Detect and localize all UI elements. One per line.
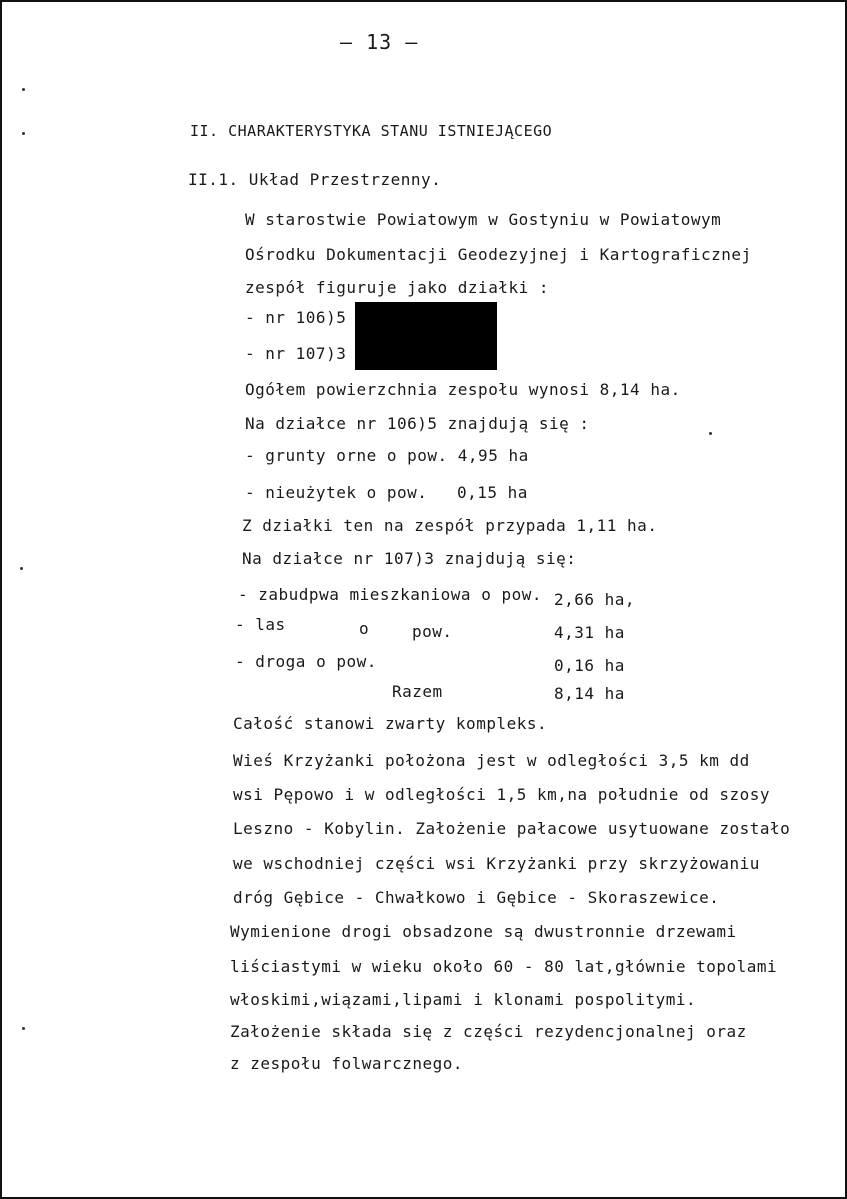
text-line: Ośrodku Dokumentacji Geodezyjnej i Kartograficznej [245, 245, 752, 264]
list-item-value: 0,16 ha [554, 656, 625, 675]
binding-hole-mark [22, 132, 25, 135]
list-item-label: - zabudpwa mieszkaniowa o pow. [238, 585, 542, 604]
paragraph-line: Założenie składa się z części rezydencjonalnej oraz [230, 1022, 747, 1041]
paragraph-line: wsi Pępowo i w odległości 1,5 km,na południe od szosy [233, 785, 771, 804]
text-line: Ogółem powierzchnia zespołu wynosi 8,14 ha. [245, 380, 681, 399]
paragraph-line: liściastymi w wieku około 60 - 80 lat,głównie topolami [230, 957, 778, 976]
section-title: II.1. Układ Przestrzenny. [188, 170, 442, 189]
sum-value: 8,14 ha [554, 684, 625, 703]
list-item-label: - las [235, 615, 286, 634]
sum-label: Razem [392, 682, 443, 701]
page-number: — 13 — [340, 30, 419, 54]
text-line: zespół figuruje jako działki : [245, 278, 549, 297]
paragraph-line: Leszno - Kobylin. Założenie pałacowe usytuowane zostało [233, 819, 791, 838]
text-line: Całość stanowi zwarty kompleks. [233, 714, 548, 733]
list-item: - grunty orne o pow. 4,95 ha [245, 446, 529, 465]
list-item-word: pow. [412, 622, 453, 641]
text-line: Na działce nr 106)5 znajdują się : [245, 414, 590, 433]
paragraph-line: włoskimi,wiązami,lipami i klonami pospolitymi. [230, 990, 697, 1009]
list-item-label: - droga o pow. [235, 652, 377, 671]
list-item-value: 2,66 ha, [554, 590, 636, 609]
list-item-label: - nieużytek o pow. [245, 483, 428, 502]
paragraph-line: dróg Gębice - Chwałkowo i Gębice - Skoraszewice. [233, 888, 720, 907]
binding-hole-mark [22, 1027, 25, 1030]
list-item-value: 4,31 ha [554, 623, 625, 642]
plot-item: - nr 107)3 [245, 344, 347, 363]
binding-hole-mark [22, 88, 25, 91]
text-line: Z działki ten na zespół przypada 1,11 ha. [242, 516, 658, 535]
text-line: W starostwie Powiatowym w Gostyniu w Powiatowym [245, 210, 722, 229]
paragraph-line: we wschodniej części wsi Krzyżanki przy skrzyżowaniu [233, 854, 760, 873]
paragraph-line: z zespołu folwarcznego. [230, 1054, 464, 1073]
speck-mark [709, 432, 712, 435]
binding-hole-mark [20, 567, 23, 570]
paragraph-line: Wymienione drogi obsadzone są dwustronnie drzewami [230, 922, 737, 941]
list-item-word: o [359, 619, 370, 638]
paragraph-line: Wieś Krzyżanki położona jest w odległości 3,5 km dd [233, 751, 750, 770]
heading: II. CHARAKTERYSTYKA STANU ISTNIEJĄCEGO [190, 122, 553, 140]
plot-item: - nr 106)5 [245, 308, 347, 327]
list-item-value: 0,15 ha [457, 483, 528, 502]
text-line: Na działce nr 107)3 znajdują się: [242, 549, 577, 568]
redaction-box [355, 302, 497, 370]
